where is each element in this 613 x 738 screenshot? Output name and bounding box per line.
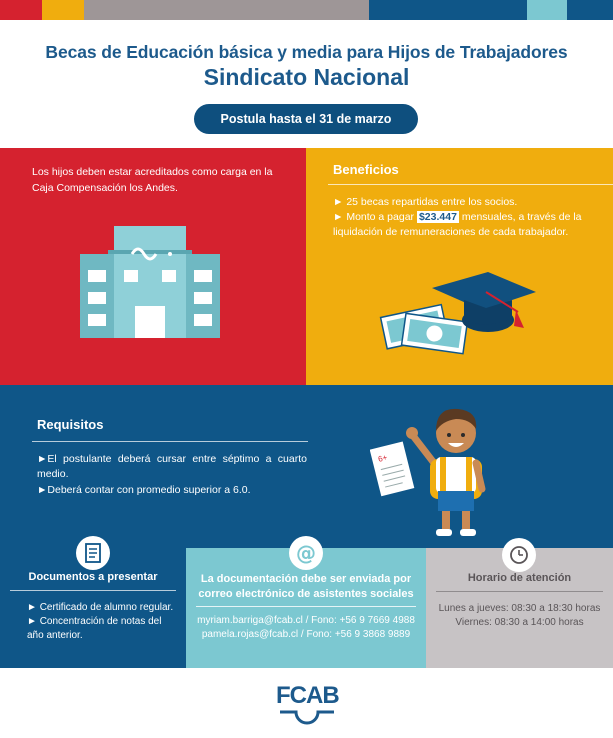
benefits-title: Beneficios: [333, 162, 399, 177]
divider: [196, 606, 416, 607]
divider: [436, 591, 603, 592]
email-contact-1[interactable]: myriam.barriga@fcab.cl / Fono: +56 9 7669 4988: [197, 615, 415, 626]
list-item: ► Certificado de alumno regular.: [27, 602, 174, 613]
documents-title: Documentos a presentar: [28, 571, 158, 583]
benefits-list: [333, 195, 608, 240]
page-subtitle: Sindicato Nacional: [203, 64, 410, 90]
eligibility-panel: [0, 148, 306, 385]
building-icon: [80, 226, 220, 338]
divider: [32, 441, 308, 442]
contact-title: La documentación debe ser enviada por correo electrónico de asistentes sociales: [198, 573, 414, 600]
clock-icon: [502, 538, 536, 572]
documents-panel: [0, 548, 186, 668]
amount-highlight: $23.447: [418, 211, 457, 223]
scholarship-illustration: [378, 270, 538, 362]
contact-panel: [186, 541, 426, 668]
requirements-panel: [0, 385, 613, 548]
documents-list: [27, 601, 177, 643]
page-title: Becas de Educación básica y media para Hijos de Trabajadores: [45, 42, 568, 62]
list-item: ► Monto a pagar $23.447 mensuales, a través de la liquidación de remuneraciones de cada trabajador.: [333, 211, 582, 238]
list-item: ►Deberá contar con promedio superior a 6.0.: [37, 484, 251, 496]
requirements-list: [37, 452, 307, 499]
requirements-title: Requisitos: [37, 417, 104, 432]
header: [0, 20, 613, 148]
list-item: ►El postulante deberá cursar entre séptimo a cuarto medio.: [37, 453, 307, 480]
at-icon: @: [289, 536, 323, 570]
schedule-title: Horario de atención: [467, 572, 572, 584]
deadline-badge: Postula hasta el 31 de marzo: [194, 104, 418, 134]
schedule-hours: Lunes a jueves: 08:30 a 18:30 horas Viernes: 08:30 a 14:00 horas: [438, 603, 601, 628]
eligibility-text: Los hijos deben estar acreditados como carga en la Caja Compensación los Andes.: [32, 166, 273, 194]
contact-emails: [186, 614, 426, 642]
benefits-panel: [306, 148, 613, 385]
list-item: ► 25 becas repartidas entre los socios.: [333, 196, 518, 208]
email-contact-2[interactable]: pamela.rojas@fcab.cl / Fono: +56 9 3868 9889: [201, 629, 411, 640]
fcab-logo: FCAB: [276, 682, 338, 728]
top-color-bar: [0, 0, 613, 20]
schedule-panel: [426, 548, 613, 668]
document-icon: [76, 536, 110, 570]
student-illustration: [370, 393, 500, 545]
divider: [328, 184, 613, 185]
list-item: ► Concentración de notas del año anterior.: [27, 616, 162, 641]
divider: [10, 590, 176, 591]
footer: [0, 668, 613, 738]
svg-text:6+: 6+: [377, 452, 389, 464]
